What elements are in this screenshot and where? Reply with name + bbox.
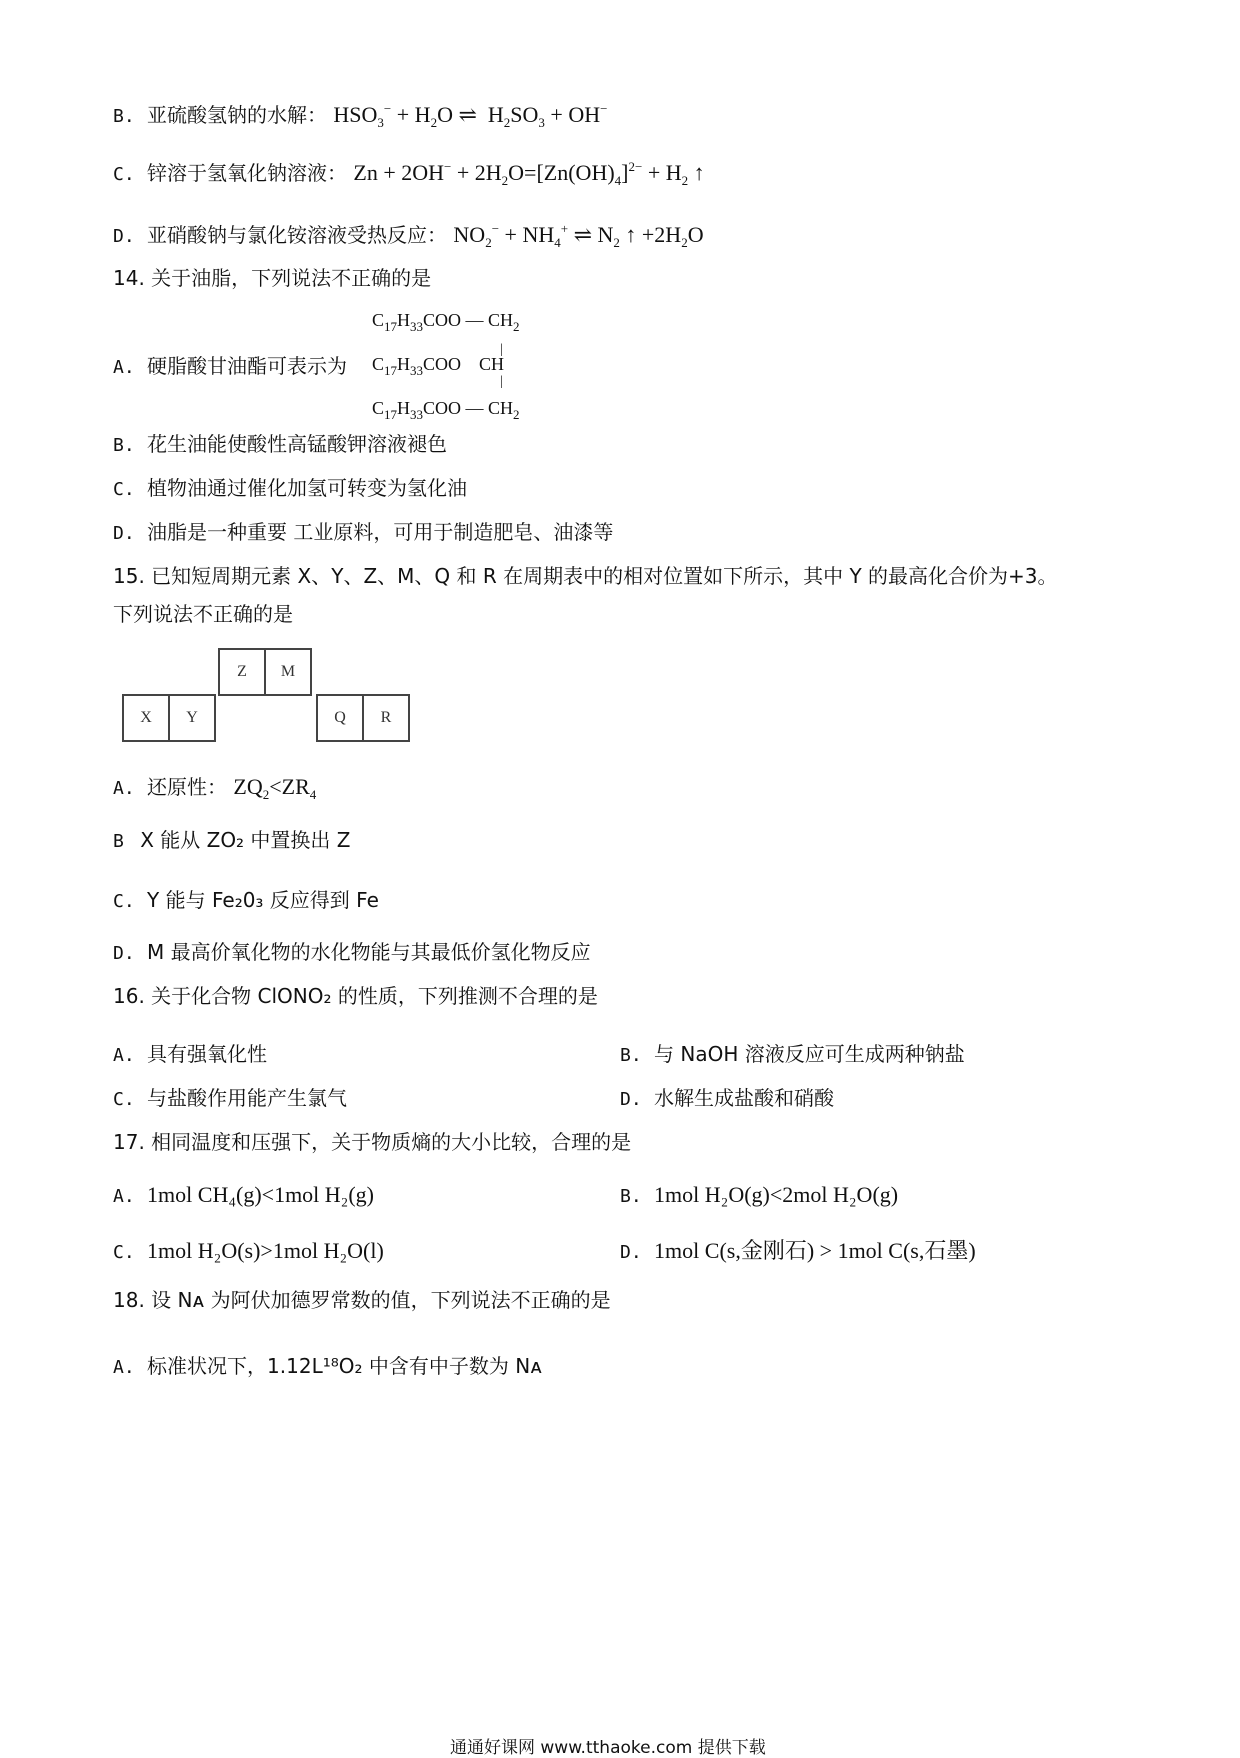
cell-r: R [362, 694, 410, 742]
option-text: 油脂是一种重要 工业原料，可用于制造肥皂、油漆等 [147, 520, 614, 544]
q14-option-d [113, 522, 613, 543]
q17-option-c [113, 1240, 384, 1262]
option-text: 1mol C(s,金刚石) > 1mol C(s,石墨) [654, 1238, 976, 1263]
option-text: 1mol H₂O(g)<2mol H₂O(g) [654, 1182, 899, 1207]
q15-option-c [113, 890, 379, 911]
option-label: D. [113, 943, 135, 964]
option-text: 锌溶于氢氧化钠溶液： [147, 161, 348, 185]
option-label: B. [620, 1045, 642, 1066]
option-label: A. [113, 778, 135, 799]
q14-option-b [113, 434, 447, 455]
q13-option-b [113, 101, 608, 130]
equation: $Zn + 2OH^- + 2H_2O=[Zn(OH)_4]^{2-} + H_2$ ↑ [353, 159, 705, 188]
option-text: 硬脂酸甘油酯可表示为 [147, 354, 348, 378]
option-text: 1mol H₂O(s)>1mol H₂O(l) [147, 1238, 384, 1263]
q15-option-b [113, 830, 351, 851]
q14-option-a [113, 356, 347, 377]
q14-option-c [113, 478, 467, 499]
q15-option-a [113, 774, 317, 802]
option-text: M 最高价氧化物的水化物能与其最低价氢化物反应 [147, 940, 591, 964]
option-label: C. [113, 1242, 135, 1263]
option-text: 标准状况下，1.12L¹⁸O₂ 中含有中子数为 Nᴀ [147, 1354, 543, 1378]
option-text: 与 NaOH 溶液反应可生成两种钠盐 [654, 1042, 965, 1066]
q16-option-c [113, 1088, 347, 1109]
option-label: A. [113, 1357, 135, 1378]
q15-option-d [113, 942, 591, 963]
option-label: D. [620, 1089, 642, 1110]
option-label: C. [113, 479, 135, 500]
option-text: 亚硫酸氢钠的水解： [147, 103, 328, 127]
q14-stem-text: 14. 关于油脂，下列说法不正确的是 [113, 266, 432, 290]
q15-stem-line2 [113, 604, 293, 624]
option-label: D. [113, 523, 135, 544]
option-text: 水解生成盐酸和硝酸 [654, 1086, 835, 1110]
option-text: 与盐酸作用能产生氯气 [147, 1086, 348, 1110]
option-label: A. [113, 357, 135, 378]
q17-option-d [620, 1240, 976, 1262]
option-label: B. [113, 435, 135, 456]
option-text: 植物油通过催化加氢可转变为氢化油 [147, 476, 468, 500]
q13-option-c [113, 159, 705, 188]
option-label: A. [113, 1045, 135, 1066]
option-label: B. [113, 106, 135, 127]
cell-y: Y [168, 694, 216, 742]
option-text: X 能从 ZO₂ 中置换出 Z [140, 828, 351, 852]
page-footer: 通通好课网 www.tthaoke.com 提供下载 [450, 1738, 766, 1758]
q14-stem [113, 268, 431, 288]
equation: $HSO_3^- + H_2O$ ⇌ $H_2SO_3 + OH^-$ [333, 101, 608, 130]
formula: $ZQ_2<ZR_4$ [233, 774, 317, 802]
q16-stem [113, 986, 598, 1006]
option-label: D. [620, 1242, 642, 1263]
option-label: C. [113, 891, 135, 912]
q18-stem [113, 1290, 611, 1310]
q17-option-a [113, 1184, 374, 1206]
option-text: Y 能与 Fe₂0₃ 反应得到 Fe [147, 888, 379, 912]
cell-m: M [264, 648, 312, 696]
q16-option-b [620, 1044, 965, 1065]
q13-option-d [113, 221, 704, 250]
cell-z: Z [218, 648, 266, 696]
q18-stem-text: 18. 设 Nᴀ 为阿伏加德罗常数的值，下列说法不正确的是 [113, 1288, 611, 1312]
q16-option-a [113, 1044, 267, 1065]
option-label: C. [113, 164, 135, 185]
q18-option-a [113, 1356, 542, 1377]
q17-stem-text: 17. 相同温度和压强下，关于物质熵的大小比较，合理的是 [113, 1130, 632, 1154]
q15-stem-text: 15. 已知短周期元素 X、Y、Z、M、Q 和 R 在周期表中的相对位置如下所示，其中 Y 的最高化合价为+3。 [113, 564, 1058, 588]
q16-stem-text: 16. 关于化合物 ClONO₂ 的性质，下列推测不合理的是 [113, 984, 598, 1008]
cell-x: X [122, 694, 170, 742]
option-label: A. [113, 1186, 135, 1207]
option-label: B. [620, 1186, 642, 1207]
option-label: B [113, 831, 124, 852]
option-label: C. [113, 1089, 135, 1110]
option-text: 花生油能使酸性高锰酸钾溶液褪色 [147, 432, 448, 456]
q15-stem-text-2: 下列说法不正确的是 [113, 602, 293, 626]
option-text: 具有强氧化性 [147, 1042, 268, 1066]
equation: $NO_2^- + NH_4^+$ ⇌ $N_2$ ↑ $+2H_2O$ [453, 221, 704, 250]
option-text: 还原性： [147, 775, 228, 799]
option-text: 1mol CH₄(g)<1mol H₂(g) [147, 1182, 374, 1207]
q17-stem [113, 1132, 631, 1152]
option-label: D. [113, 226, 135, 247]
q16-option-d [620, 1088, 834, 1109]
q17-option-b [620, 1184, 898, 1206]
q15-stem-line1 [113, 566, 1058, 586]
cell-q: Q [316, 694, 364, 742]
option-text: 亚硝酸钠与氯化铵溶液受热反应： [147, 223, 448, 247]
